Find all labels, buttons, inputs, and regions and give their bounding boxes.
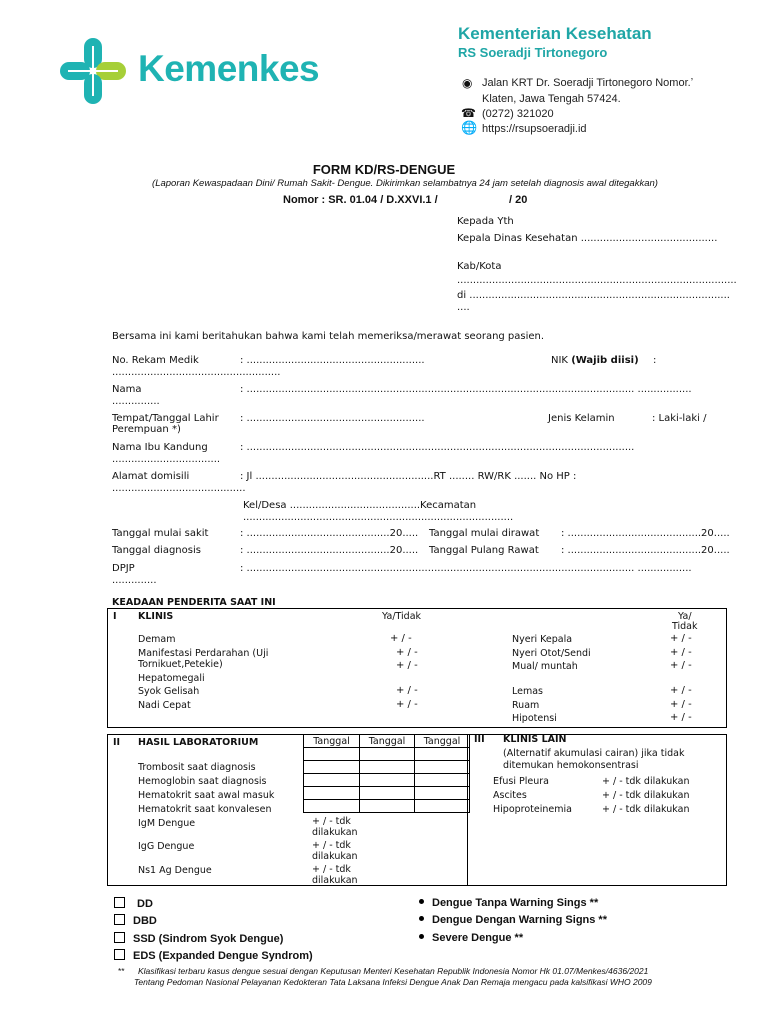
symptom-nyeri-otot: Nyeri Otot/Sendi (512, 648, 591, 659)
diagnosis-label: Tanggal diagnosis (112, 545, 201, 556)
kemenkes-logo-text: Kemenkes (138, 48, 320, 89)
kemenkes-logo-icon (58, 36, 128, 106)
dpjp-cont: .............. (112, 575, 157, 586)
jenis-kelamin-field[interactable]: : Laki-laki / (652, 413, 707, 424)
rekam-medik-field[interactable]: : ........................................................ (240, 355, 425, 366)
diagnosis-eds[interactable]: EDS (Expanded Dengue Syndrom) (114, 949, 313, 962)
form-subtitle: (Laporan Kewaspadaan Dini/ Rumah Sakit- Dengue. Dikirimkan selambatnya 24 jam setelah diagnosis awal ditegakkan) (152, 178, 658, 189)
ascites-choice[interactable]: + / - tdk dilakukan (602, 790, 690, 801)
lab-row-igm: IgM Dengue (138, 818, 196, 829)
mulai-rawat-field[interactable]: : ..........................................20..... (561, 528, 730, 539)
ruam-choice[interactable]: + / - (670, 699, 692, 710)
lab-row-igg: IgG Dengue (138, 841, 195, 852)
symptom-nyeri-kepala: Nyeri Kepala (512, 634, 573, 645)
recipient-line-6: .... (457, 302, 470, 313)
mulai-sakit-field[interactable]: : .............................................20..... (240, 528, 419, 539)
symptom-mual: Mual/ muntah (512, 661, 578, 672)
ttl-field[interactable]: : ........................................................ (240, 413, 425, 424)
nik-label: NIK (Wajib diisi) (551, 355, 639, 366)
igg-choice-cont: dilakukan (312, 851, 358, 862)
lab-cell[interactable] (360, 761, 415, 774)
klinis-lain-note-1: (Alternatif akumulasi cairan) jika tidak (503, 748, 685, 759)
klinis-lain-title: KLINIS LAIN (503, 734, 567, 745)
lab-cell[interactable] (360, 800, 415, 813)
bullet-icon (419, 916, 424, 921)
lab-row-hematokrit-konvalesen: Hematokrit saat konvalesen (138, 804, 272, 815)
form-number-year: / 20 (509, 194, 528, 206)
nyeri-otot-choice[interactable]: + / - (670, 647, 692, 658)
form-number: Nomor : SR. 01.04 / D.XXVI.1 / (283, 194, 438, 206)
klinis-lain-ascites: Ascites (493, 790, 527, 801)
nik-note: (Wajib diisi) (571, 355, 639, 366)
ns1-choice-cont: dilakukan (312, 875, 358, 886)
nyeri-kepala-choice[interactable]: + / - (670, 633, 692, 644)
severe-dengue[interactable]: Severe Dengue ** (419, 932, 523, 944)
form-title: FORM KD/RS-DENGUE (312, 162, 456, 177)
footnote-mark: ** (118, 966, 125, 976)
lab-row-trombosit: Trombosit saat diagnosis (138, 762, 256, 773)
igm-choice[interactable]: + / - tdk (312, 816, 351, 827)
footnote-line-2: Tentang Pedoman Nasional Pelayanan Kedokteran Tata Laksana Infeksi Dengue Anak Dan Remaja mengacu pada kalsifikasi WHO 2009 (134, 977, 652, 987)
website-link[interactable]: https://rsupsoeradji.id (482, 123, 587, 135)
klinis-lain-note-2: ditemukan hemokonsentrasi (503, 760, 639, 771)
diagnosis-ssd[interactable]: SSD (Sindrom Syok Dengue) (114, 932, 283, 945)
lab-cell[interactable] (360, 774, 415, 787)
footnote-line-1: Klasifikasi terbaru kasus dengue sesuai dengan Keputusan Menteri Kesehatan Republik Indonesia Nomor Hk 01.07/Menkes/4636/2021 (138, 966, 649, 976)
recipient-line-3: Kab/Kota (457, 261, 502, 272)
nama-field-cont: ............... (112, 396, 160, 407)
lemas-choice[interactable]: + / - (670, 685, 692, 696)
mual-choice[interactable]: + / - (670, 660, 692, 671)
globe-icon: 🌐 (461, 121, 478, 136)
symptom-perdarahan: Manifestasi Perdarahan (Uji (138, 648, 269, 659)
symptom-demam: Demam (138, 634, 176, 645)
checkbox-icon[interactable] (114, 949, 125, 960)
lab-cell[interactable] (415, 800, 470, 813)
symptom-hipotensi: Hipotensi (512, 713, 557, 724)
checkbox-icon[interactable] (114, 932, 125, 943)
efusi-choice[interactable]: + / - tdk dilakukan (602, 776, 690, 787)
ya-header: Ya/ (678, 611, 692, 622)
lab-cell[interactable] (304, 774, 360, 787)
lab-cell[interactable] (415, 774, 470, 787)
diagnosis-dd[interactable]: DD (114, 897, 153, 910)
rekam-medik-label: No. Rekam Medik (112, 355, 199, 366)
lab-col-header-1: Tanggal (304, 735, 360, 748)
pulang-label: Tanggal Pulang Rawat (429, 545, 539, 556)
lab-cell[interactable] (415, 787, 470, 800)
address-line-2: Klaten, Jawa Tengah 57424. (482, 93, 621, 105)
recipient-line-1: Kepada Yth (457, 216, 514, 227)
symptom-lemas: Lemas (512, 686, 543, 697)
checkbox-icon[interactable] (114, 897, 125, 908)
pulang-field[interactable]: : ..........................................20..... (561, 545, 730, 556)
igg-choice[interactable]: + / - tdk (312, 840, 351, 851)
lab-section-number: II (113, 737, 121, 748)
jenis-kelamin-label: Jenis Kelamin (548, 413, 615, 424)
hospital-name: RS Soeradji Tirtonegoro (458, 45, 608, 60)
jenis-kelamin-cont: Perempuan *) (112, 424, 181, 435)
symptom-hepatomegali: Hepatomegali (138, 673, 205, 684)
symptom-syok: Syok Gelisah (138, 686, 200, 697)
bullet-icon (419, 899, 424, 904)
alamat-field[interactable]: : Jl ........................................................RT ........ RW/RK ....... No HP : (240, 471, 577, 482)
nama-field[interactable]: : .......................................................................................................................... ................. (240, 384, 692, 395)
symptom-ruam: Ruam (512, 700, 540, 711)
klinis-lain-efusi: Efusi Pleura (493, 776, 549, 787)
mulai-sakit-label: Tanggal mulai sakit (112, 528, 209, 539)
kel-desa-field[interactable]: Kel/Desa .........................................Kecamatan (243, 500, 477, 511)
phone-number: (0272) 321020 (482, 108, 554, 120)
bullet-icon (419, 934, 424, 939)
lab-cell (415, 748, 470, 761)
nik-colon: : (653, 355, 657, 366)
recipient-line-4[interactable]: ........................................................................................ (457, 275, 737, 286)
address-line-1: Jalan KRT Dr. Soeradji Tirtonegoro Nomor.ʼ (482, 77, 694, 89)
recipient-line-5[interactable]: di .................................................................................. (457, 290, 730, 301)
ns1-choice[interactable]: + / - tdk (312, 864, 351, 875)
dengue-dengan-warning[interactable]: Dengue Dengan Warning Signs ** (419, 914, 607, 926)
klinis-lain-section-number: III (474, 734, 485, 745)
hipotensi-choice[interactable]: + / - (670, 712, 692, 723)
phone-icon: ☎ (461, 106, 476, 120)
lab-cell[interactable] (415, 761, 470, 774)
lab-cell[interactable] (360, 787, 415, 800)
lab-col-header-3: Tanggal (415, 735, 470, 748)
alamat-label: Alamat domisili (112, 471, 190, 482)
alamat-cont: .......................................... (112, 483, 246, 494)
tidak-header: Tidak (672, 621, 698, 632)
klinis-title: KLINIS (138, 611, 174, 622)
dpjp-field[interactable]: : .......................................................................................................................... ................. (240, 563, 692, 574)
lab-row-ns1: Ns1 Ag Dengue (138, 865, 212, 876)
lab-date-table (303, 734, 470, 813)
demam-choice[interactable]: + / - (390, 633, 412, 644)
checkbox-icon[interactable] (114, 914, 125, 925)
lab-cell (360, 748, 415, 761)
diagnosis-dbd[interactable]: DBD (114, 914, 157, 927)
igm-choice-cont: dilakukan (312, 827, 358, 838)
dpjp-label: DPJP (112, 563, 135, 574)
lab-cell (304, 748, 360, 761)
ibu-kandung-label: Nama Ibu Kandung (112, 442, 208, 453)
nadi-choice[interactable]: + / - (396, 699, 418, 710)
perdarahan-choice[interactable]: + / - (396, 647, 418, 658)
klinis-lain-hipoproteinemia: Hipoproteinemia (493, 804, 572, 815)
dengue-tanpa-warning[interactable]: Dengue Tanpa Warning Sings ** (419, 897, 598, 909)
kecamatan-field[interactable]: ..................................................................................... (243, 512, 514, 523)
lab-cell[interactable] (304, 787, 360, 800)
hepatomegali-choice[interactable]: + / - (396, 660, 418, 671)
lab-cell[interactable] (304, 800, 360, 813)
ttl-label: Tempat/Tanggal Lahir (112, 413, 219, 424)
hipoproteinemia-choice[interactable]: + / - tdk dilakukan (602, 804, 690, 815)
ibu-kandung-field[interactable]: : .......................................................................................................................... (240, 442, 635, 453)
symptom-nadi: Nadi Cepat (138, 700, 191, 711)
lab-col-header-2: Tanggal (360, 735, 415, 748)
klinis-section-number: I (113, 611, 117, 622)
lab-title: HASIL LABORATORIUM (138, 737, 259, 748)
location-icon: ◉ (462, 76, 473, 90)
lab-row-hematokrit-awal: Hematokrit saat awal masuk (138, 790, 275, 801)
nama-label: Nama (112, 384, 142, 395)
lab-row-hemoglobin: Hemoglobin saat diagnosis (138, 776, 267, 787)
ministry-name: Kementerian Kesehatan (458, 24, 652, 43)
keadaan-heading: KEADAAN PENDERITA SAAT INI (112, 597, 276, 608)
recipient-line-2: Kepala Dinas Kesehatan ........................................... (457, 233, 718, 244)
intro-text: Bersama ini kami beritahukan bahwa kami telah memeriksa/merawat seorang pasien. (112, 331, 545, 342)
lab-cell[interactable] (304, 761, 360, 774)
mulai-rawat-label: Tanggal mulai dirawat (429, 528, 540, 539)
nik-field[interactable]: ..................................................... (112, 367, 281, 378)
symptom-perdarahan-cont: Tornikuet,Petekie) (138, 659, 223, 670)
diagnosis-field[interactable]: : .............................................20..... (240, 545, 419, 556)
syok-choice[interactable]: + / - (396, 685, 418, 696)
ibu-kandung-cont: .................................. (112, 454, 221, 465)
ya-tidak-header: Ya/Tidak (382, 611, 422, 622)
